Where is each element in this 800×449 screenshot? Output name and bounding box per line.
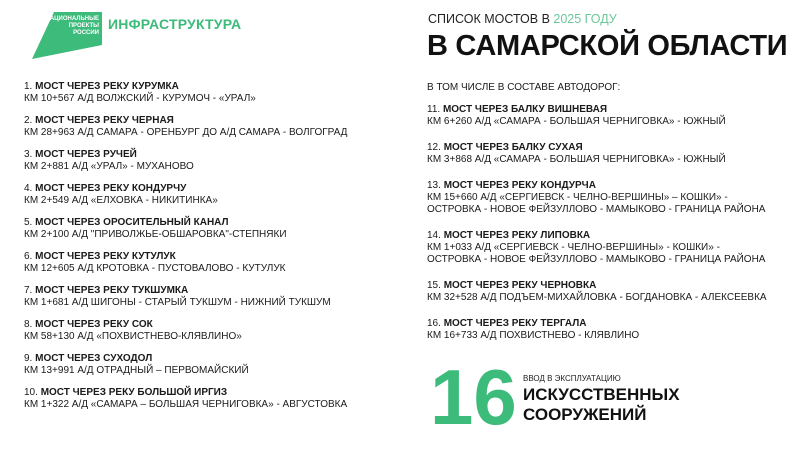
- brand-label: ИНФРАСТРУКТУРА: [108, 16, 242, 32]
- item-name: МОСТ ЧЕРЕЗ РУЧЕЙ: [35, 149, 137, 160]
- svg-text:ПРОЕКТЫ: ПРОЕКТЫ: [68, 23, 99, 29]
- item-detail: КМ 13+991 А/Д ОТРАДНЫЙ – ПЕРВОМАЙСКИЙ: [24, 365, 249, 376]
- item-detail: КМ 3+868 А/Д «САМАРА - БОЛЬШАЯ ЧЕРНИГОВКА» - ЮЖНЫЙ: [427, 154, 726, 165]
- item-name: МОСТ ЧЕРЕЗ РЕКУ КУТУЛУК: [35, 251, 176, 262]
- item-name: МОСТ ЧЕРЕЗ РЕКУ ЧЕРНАЯ: [35, 115, 174, 126]
- item-name: МОСТ ЧЕРЕЗ РЕКУ СОК: [35, 319, 153, 330]
- item-number: 13.: [427, 180, 441, 191]
- bridge-list-right: [427, 82, 767, 356]
- item-heading: [24, 353, 347, 365]
- list-item: [427, 280, 767, 304]
- svg-text:НАЦИОНАЛЬНЫЕ: НАЦИОНАЛЬНЫЕ: [45, 16, 99, 22]
- item-detail: КМ 1+322 А/Д «САМАРА – БОЛЬШАЯ ЧЕРНИГОВКА» - АВГУСТОВКА: [24, 399, 348, 410]
- item-name: МОСТ ЧЕРЕЗ РЕКУ ЛИПОВКА: [443, 230, 591, 241]
- item-detail: КМ 16+733 А/Д ПОХВИСТНЕВО - КЛЯВЛИНО: [427, 330, 640, 341]
- summary-label: [523, 385, 680, 425]
- item-number: 3.: [24, 149, 33, 160]
- item-detail: КМ 1+033 А/Д «СЕРГИЕВСК - ЧЕЛНО-ВЕРШИНЫ» - КОШКИ» - ОСТРОВКА - НОВОЕ ФЕЙЗУЛЛОВО - МАМЫКОВО - ГРАНИЦА РАЙОНА: [427, 242, 766, 265]
- item-detail: КМ 2+549 А/Д «ЕЛХОВКА - НИКИТИНКА»: [24, 195, 218, 206]
- item-detail: КМ 12+605 А/Д КРОТОВКА - ПУСТОВАЛОВО - КУТУЛУК: [24, 263, 286, 274]
- summary-count: 16: [430, 353, 517, 441]
- page-subtitle: [428, 12, 617, 26]
- item-name: МОСТ ЧЕРЕЗ РЕКУ КОНДУРЧУ: [35, 183, 187, 194]
- item-number: 11.: [427, 104, 441, 115]
- item-number: 16.: [427, 318, 441, 329]
- item-number: 2.: [24, 115, 33, 126]
- item-number: 4.: [24, 183, 33, 194]
- list-item: [24, 149, 347, 183]
- section-intro: В ТОМ ЧИСЛЕ В СОСТАВЕ АВТОДОРОГ:: [427, 82, 621, 93]
- list-item: [24, 353, 347, 387]
- list-item: [24, 217, 347, 251]
- item-name: МОСТ ЧЕРЕЗ БАЛКУ ВИШНЕВАЯ: [442, 104, 608, 115]
- list-item: [427, 230, 767, 266]
- list-item: [24, 81, 347, 115]
- item-detail: КМ 6+260 А/Д «САМАРА - БОЛЬШАЯ ЧЕРНИГОВКА» - ЮЖНЫЙ: [427, 116, 726, 127]
- list-item: [427, 180, 767, 216]
- summary-caption: ВВОД В ЭКСПЛУАТАЦИЮ: [523, 374, 621, 383]
- item-heading: [24, 115, 347, 127]
- item-name: МОСТ ЧЕРЕЗ РЕКУ ТУКШУМКА: [35, 285, 189, 296]
- item-number: 14.: [427, 230, 441, 241]
- item-name: МОСТ ЧЕРЕЗ РЕКУ ЧЕРНОВКА: [443, 280, 597, 291]
- list-item: [24, 251, 347, 285]
- summary-line1: ИСКУССТВЕННЫХ: [523, 385, 680, 404]
- item-number: 12.: [427, 142, 441, 153]
- subtitle-prefix: СПИСОК МОСТОВ В: [428, 12, 550, 26]
- summary-line2: СООРУЖЕНИЙ: [523, 405, 647, 424]
- list-item: [24, 183, 347, 217]
- item-heading: [427, 142, 767, 154]
- bridge-list-left: [24, 81, 347, 421]
- item-heading: [427, 230, 767, 242]
- item-number: 15.: [427, 280, 441, 291]
- item-name: МОСТ ЧЕРЕЗ БАЛКУ СУХАЯ: [443, 142, 583, 153]
- item-number: 1.: [24, 81, 33, 92]
- list-item: [24, 285, 347, 319]
- national-projects-logo: [32, 12, 102, 59]
- list-item: [427, 104, 767, 128]
- item-heading: [427, 280, 767, 292]
- item-name: МОСТ ЧЕРЕЗ РЕКУ БОЛЬШОЙ ИРГИЗ: [40, 387, 228, 398]
- item-number: 8.: [24, 319, 33, 330]
- item-heading: [427, 180, 767, 192]
- item-name: МОСТ ЧЕРЕЗ РЕКУ ТЕРГАЛА: [443, 318, 587, 329]
- list-item: [427, 318, 767, 342]
- list-item: [24, 115, 347, 149]
- item-name: МОСТ ЧЕРЕЗ СУХОДОЛ: [35, 353, 153, 364]
- item-number: 7.: [24, 285, 33, 296]
- item-name: МОСТ ЧЕРЕЗ ОРОСИТЕЛЬНЫЙ КАНАЛ: [35, 217, 229, 228]
- item-heading: [24, 251, 347, 263]
- list-item: [24, 387, 347, 421]
- item-heading: [24, 81, 347, 93]
- item-name: МОСТ ЧЕРЕЗ РЕКУ КОНДУРЧА: [443, 180, 596, 191]
- item-number: 9.: [24, 353, 33, 364]
- item-detail: КМ 1+681 А/Д ШИГОНЫ - СТАРЫЙ ТУКШУМ - НИЖНИЙ ТУКШУМ: [24, 297, 331, 308]
- item-number: 6.: [24, 251, 33, 262]
- item-heading: [24, 149, 347, 161]
- list-item: [427, 142, 767, 166]
- item-heading: [24, 319, 347, 331]
- item-heading: [24, 285, 347, 297]
- item-heading: [24, 183, 347, 195]
- list-item: [24, 319, 347, 353]
- item-heading: [427, 104, 767, 116]
- item-heading: [427, 318, 767, 330]
- subtitle-year: 2025 ГОДУ: [553, 12, 617, 26]
- item-name: МОСТ ЧЕРЕЗ РЕКУ КУРУМКА: [35, 81, 179, 92]
- item-detail: КМ 28+963 А/Д САМАРА - ОРЕНБУРГ ДО А/Д САМАРА - ВОЛГОГРАД: [24, 127, 348, 138]
- item-detail: КМ 58+130 А/Д «ПОХВИСТНЕВО-КЛЯВЛИНО»: [24, 331, 242, 342]
- item-number: 10.: [24, 387, 38, 398]
- item-detail: КМ 32+528 А/Д ПОДЪЕМ-МИХАЙЛОВКА - БОГДАНОВКА - АЛЕКСЕЕВКА: [427, 292, 767, 303]
- item-number: 5.: [24, 217, 33, 228]
- item-detail: КМ 15+660 А/Д «СЕРГИЕВСК - ЧЕЛНО-ВЕРШИНЫ» – КОШКИ» - ОСТРОВКА - НОВОЕ ФЕЙЗУЛЛОВО - МАМЫКОВО - ГРАНИЦА РАЙОНА: [427, 192, 766, 215]
- item-heading: [24, 217, 347, 229]
- item-detail: КМ 2+100 А/Д "ПРИВОЛЖЬЕ-ОБШАРОВКА"-СТЕПНЯКИ: [24, 229, 287, 240]
- item-heading: [24, 387, 347, 399]
- item-detail: КМ 10+567 А/Д ВОЛЖСКИЙ - КУРУМОЧ - «УРАЛ»: [24, 93, 256, 104]
- svg-text:РОССИИ: РОССИИ: [73, 30, 99, 36]
- page-title: В САМАРСКОЙ ОБЛАСТИ: [427, 30, 788, 62]
- item-detail: КМ 2+881 А/Д «УРАЛ» - МУХАНОВО: [24, 161, 194, 172]
